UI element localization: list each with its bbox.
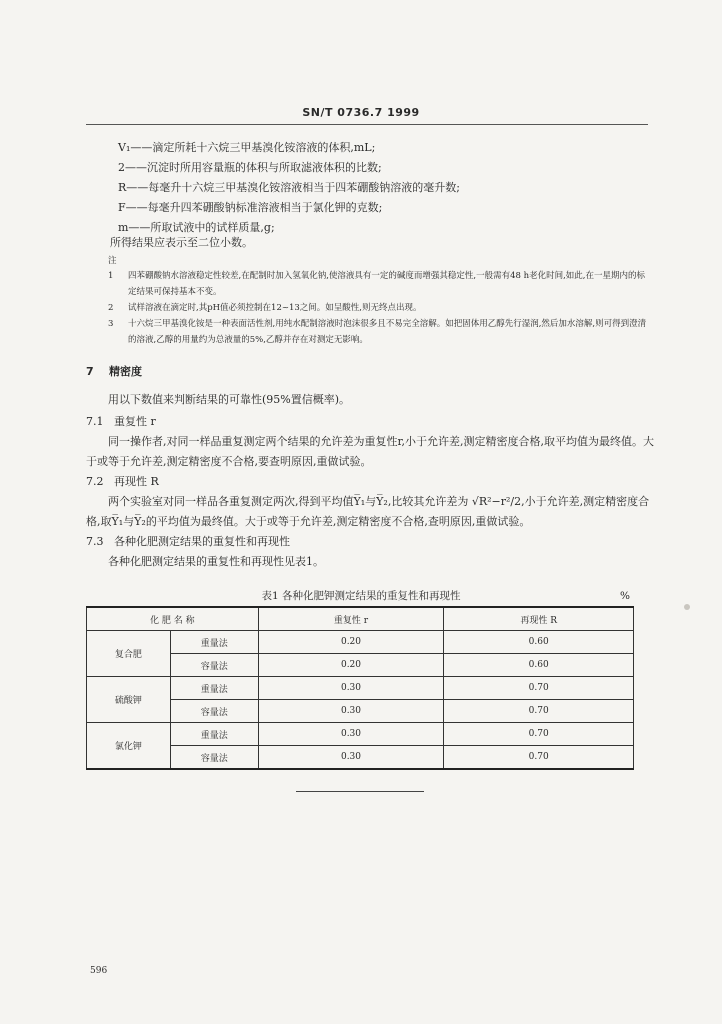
note-item <box>108 316 653 348</box>
reproducibility-cell: 0.70 <box>444 723 634 746</box>
section-7 <box>86 362 656 572</box>
table-header-cell: 化 肥 名 称 <box>87 607 259 631</box>
repeatability-cell: 0.20 <box>258 631 444 654</box>
section-title: 精密度 <box>108 365 142 378</box>
subsection-7-1-text: 同一操作者,对同一样品重复测定两个结果的允许差为重复性r,小于允许差,测定精密度合格,取平均值为最终值。大于或等于允许差,测定精密度不合格,要查明原因,重做试验。 <box>86 435 655 468</box>
precision-table <box>86 606 634 770</box>
subsection-number: 7.1 <box>86 415 104 428</box>
table-row <box>87 677 634 700</box>
table-header-cell: 重复性 r <box>258 607 444 631</box>
page-number: 596 <box>90 966 108 976</box>
header-rule <box>86 124 648 125</box>
repeatability-cell: 0.30 <box>258 723 444 746</box>
note-number: 1 <box>108 271 114 281</box>
note-text: 试样溶液在滴定时,其pH值必须控制在12~13之间。如呈酸性,则无终点出现。 <box>128 303 422 313</box>
repeatability-cell: 0.30 <box>258 746 444 770</box>
section-heading <box>86 362 656 382</box>
note-text: 四苯硼酸钠水溶液稳定性较差,在配制时加入氢氧化钠,使溶液具有一定的碱度而增强其稳定性,一般需有48 h老化时间,如此,在一星期内的标定结果可保持基本不变。 <box>128 271 646 297</box>
method-cell: 容量法 <box>170 700 258 723</box>
table-header-row <box>87 607 634 631</box>
variable-line: F——每毫升四苯硼酸钠标准溶液相当于氯化钾的克数; <box>118 201 383 214</box>
subsection-7-1-heading <box>86 412 656 432</box>
notes-block <box>108 255 653 348</box>
subsection-title: 各种化肥测定结果的重复性和再现性 <box>114 535 290 548</box>
fertilizer-name-cell: 氯化钾 <box>87 723 171 770</box>
reproducibility-cell: 0.60 <box>444 654 634 677</box>
method-cell: 容量法 <box>170 654 258 677</box>
reproducibility-cell: 0.70 <box>444 677 634 700</box>
method-cell: 容量法 <box>170 746 258 770</box>
reproducibility-cell: 0.70 <box>444 700 634 723</box>
note-item <box>108 268 653 300</box>
note-item <box>108 300 653 316</box>
subsection-title: 重复性 r <box>114 415 156 428</box>
subsection-number: 7.3 <box>86 535 104 548</box>
end-rule <box>296 791 424 792</box>
subsection-7-2-text: 两个实验室对同一样品各重复测定两次,得到平均值Y̅₁与Y̅₂,比较其允许差为 √R²−r²/2,小于允许差,测定精密度合格,取Y̅₁与Y̅₂的平均值为最终值。大于或等于允许差,测定精密度不合格,查明原因,重做试验。 <box>86 495 650 528</box>
subsection-7-2-heading <box>86 472 656 492</box>
table-row <box>87 723 634 746</box>
note-number: 2 <box>108 303 114 313</box>
reproducibility-cell: 0.70 <box>444 746 634 770</box>
table-row <box>87 631 634 654</box>
section-number: 7 <box>86 365 94 378</box>
table-unit: % <box>620 590 630 602</box>
standard-code: SN/T 0736.7 1999 <box>302 106 420 119</box>
repeatability-cell: 0.20 <box>258 654 444 677</box>
method-cell: 重量法 <box>170 677 258 700</box>
method-cell: 重量法 <box>170 723 258 746</box>
variable-definitions <box>118 138 638 238</box>
table-caption: 表1 各种化肥钾测定结果的重复性和再现性 <box>261 590 461 602</box>
reproducibility-cell: 0.60 <box>444 631 634 654</box>
variable-line: m——所取试液中的试样质量,g; <box>118 221 275 234</box>
variable-line: R——每毫升十六烷三甲基溴化铵溶液相当于四苯硼酸钠溶液的毫升数; <box>118 181 460 194</box>
repeatability-cell: 0.30 <box>258 700 444 723</box>
scan-spot <box>684 604 690 610</box>
result-precision-note: 所得结果应表示至二位小数。 <box>110 236 253 249</box>
note-number: 3 <box>108 319 114 329</box>
subsection-7-3-heading <box>86 532 656 552</box>
fertilizer-name-cell: 复合肥 <box>87 631 171 677</box>
table-header-cell: 再现性 R <box>444 607 634 631</box>
method-cell: 重量法 <box>170 631 258 654</box>
subsection-7-3-text: 各种化肥测定结果的重复性和再现性见表1。 <box>108 555 324 568</box>
repeatability-cell: 0.30 <box>258 677 444 700</box>
subsection-number: 7.2 <box>86 475 104 488</box>
note-text: 十六烷三甲基溴化铵是一种表面活性剂,用纯水配制溶液时泡沫很多且不易完全溶解。如把固体用乙醇先行湿润,然后加水溶解,则可得到澄清的溶液,乙醇的用量约为总液量的5%,乙醇并存在对测定无影响。 <box>128 319 647 345</box>
variable-line: 2——沉淀时所用容量瓶的体积与所取滤液体积的比数; <box>118 161 382 174</box>
notes-title: 注 <box>108 256 117 266</box>
section-intro: 用以下数值来判断结果的可靠性(95%置信概率)。 <box>108 393 351 406</box>
subsection-title: 再现性 R <box>114 475 159 488</box>
variable-line: V₁——滴定所耗十六烷三甲基溴化铵溶液的体积,mL; <box>118 141 376 154</box>
fertilizer-name-cell: 硫酸钾 <box>87 677 171 723</box>
